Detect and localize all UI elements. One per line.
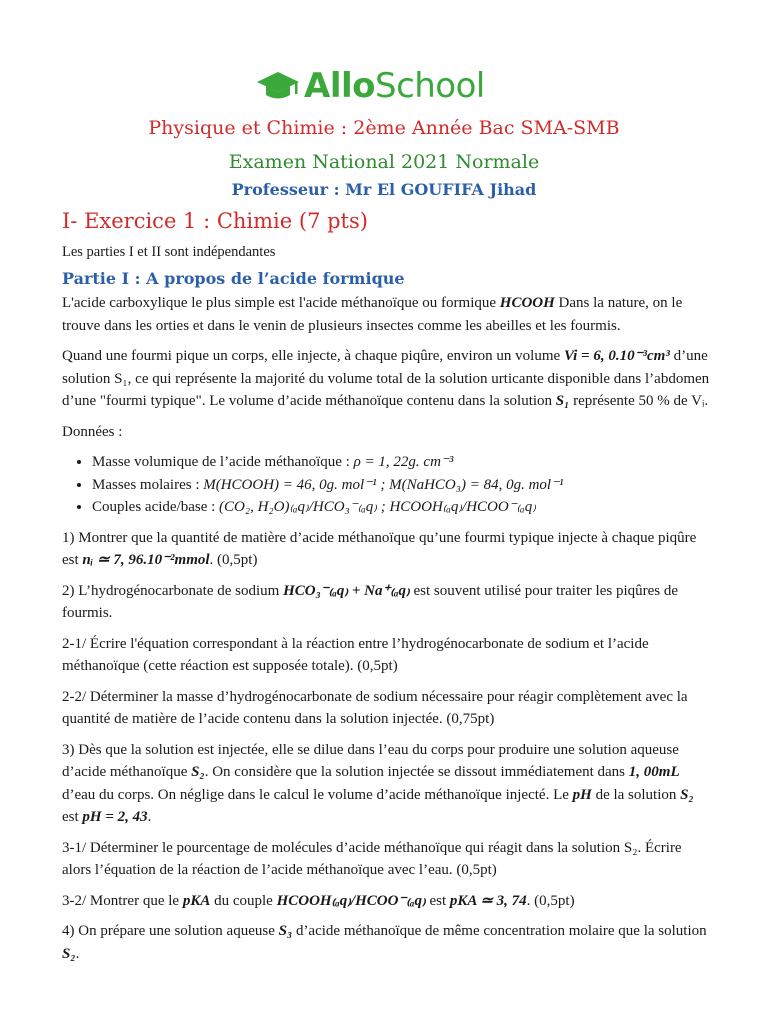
intro-paragraph: L'acide carboxylique le plus simple est l'acide méthanoïque ou formique HCOOH Dans la nature, on le trouve dans les orties et dans le venin de plusieurs insectes comme les abeilles et les fourmis. [62,295,683,334]
question-3-2: 3-2/ Montrer que le pKA du couple HCOOH₍ₐq₎/HCOO⁻₍ₐq₎ est pKA ≃ 3, 74. (0,5pt) [62,892,575,909]
alloschool-logo[interactable] [256,66,485,106]
list-item: • Masse volumique de l’acide méthanoïque : ρ = 1, 22g. cm⁻³ [92,451,712,474]
question-3: 3) Dès que la solution est injectée, elle se dilue dans l’eau du corps pour produire une solution aqueuse d’acide méthanoïque S₂. On considère que la solution injectée se dissout immédiatement dans 1, 00mL d’eau du corps. On néglige dans le calcul le volume d’acide méthanoïque injecté. Le pH de la solution S₂ est pH = 2, 43. [62,741,694,825]
donnees-label: Données : [62,423,123,440]
exercise-body [62,292,712,973]
exercise-note: Les parties I et II sont indépendantes [62,244,276,260]
list-item: • Masses molaires : M(HCOOH) = 46, 0g. mol⁻¹ ; M(NaHCO₃) = 84, 0g. mol⁻¹ [92,474,712,497]
logo-text: AlloSchool [304,66,485,106]
course-title: Physique et Chimie : 2ème Année Bac SMA-SMB [148,117,620,139]
list-item: • Couples acide/base : (CO₂, H₂O)₍ₐq₎/HCO₃⁻₍ₐq₎ ; HCOOH₍ₐq₎/HCOO⁻₍ₐq₎ [92,496,712,519]
part-title: Partie I : A propos de l’acide formique [62,269,405,288]
exercise-title: I- Exercice 1 : Chimie (7 pts) [62,209,368,233]
question-2-1: 2-1/ Écrire l'équation correspondant à la réaction entre l’hydrogénocarbonate de sodium et l’acide méthanoïque (cette réaction est supposée totale). (0,5pt) [62,635,649,674]
question-1: 1) Montrer que la quantité de matière d’acide méthanoïque qu’une fourmi typique injecte à chaque piqûre est nᵢ ≃ 7, 96.10⁻²mmol. (0,5pt) [62,529,697,568]
question-2-2: 2-2/ Déterminer la masse d’hydrogénocarbonate de sodium nécessaire pour réagir complètement avec la quantité de matière de l’acide contenu dans la solution injectée. (0,75pt) [62,688,688,727]
data-list [62,451,712,519]
question-4: 4) On prépare une solution aqueuse S₃ d’acide méthanoïque de même concentration molaire que la solution S₂. [62,923,707,962]
teacher-name: Professeur : Mr El GOUFIFA Jihad [231,180,537,199]
graduation-cap-icon [256,66,300,106]
question-3-1: 3-1/ Déterminer le pourcentage de molécules d’acide méthanoïque qui réagit dans la solution S₂. Écrire alors l’équation de la réaction de l’acide méthanoïque avec l’eau. (0,5pt) [62,839,682,878]
question-2: 2) L’hydrogénocarbonate de sodium HCO₃⁻₍ₐq₎ + Na⁺₍ₐq₎ est souvent utilisé pour traiter les piqûres de fourmis. [62,582,679,621]
exam-title: Examen National 2021 Normale [228,151,540,173]
context-paragraph: Quand une fourmi pique un corps, elle injecte, à chaque piqûre, environ un volume Vi = 6, 0.10⁻³cm³ d’une solution S₁, ce qui représente la majorité du volume total de la solution urticante disponible dans l’abdomen d’une "fourmi typique". Le volume d’acide méthanoïque contenu dans la solution S₁ représente 50 % de Vᵢ. [62,348,710,409]
